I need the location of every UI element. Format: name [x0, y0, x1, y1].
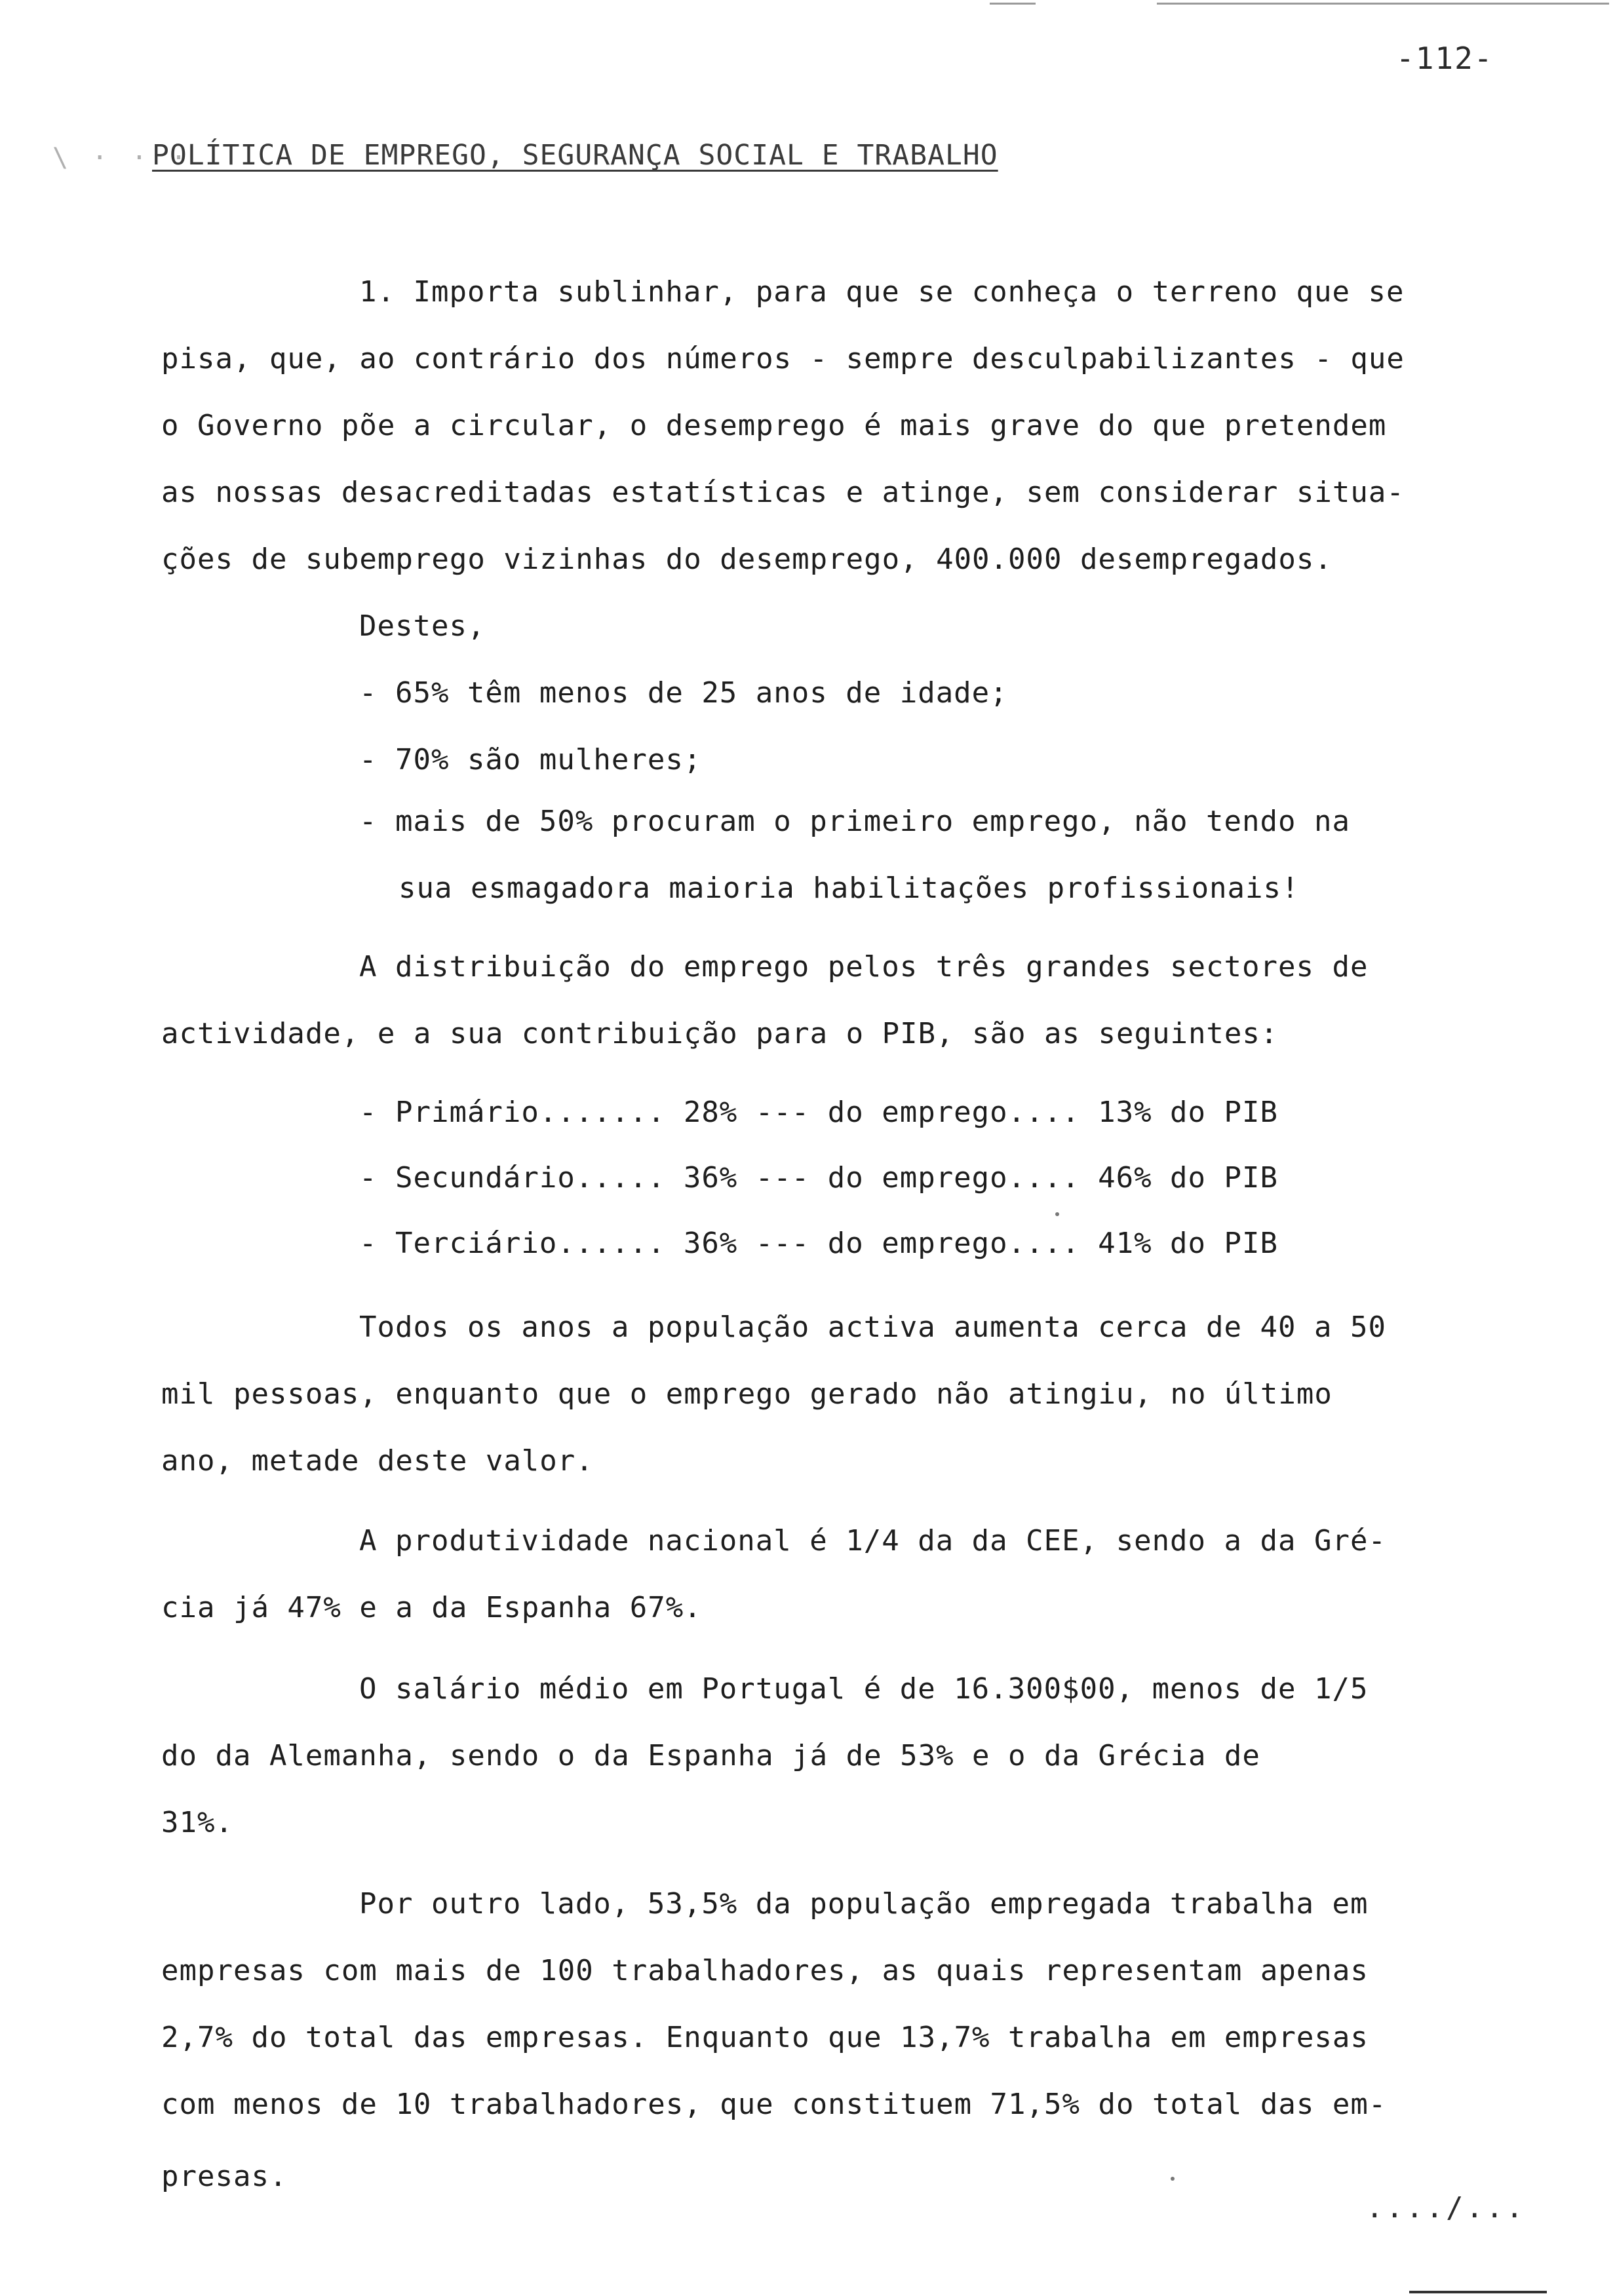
continuation-mark: ..../...: [1366, 2191, 1526, 2225]
paragraph-line: pisa, que, ao contrário dos números - sempre desculpabilizantes - que: [161, 342, 1405, 375]
paragraph-line: O salário médio em Portugal é de 16.300$00, menos de 1/5: [359, 1672, 1369, 1706]
paragraph-line: actividade, e a sua contribuição para o PIB, são as seguintes:: [161, 1017, 1279, 1050]
list-item-continuation: sua esmagadora maioria habilitações profissionais!: [399, 871, 1300, 905]
paragraph-line: Destes,: [359, 609, 486, 643]
sector-row-primario: - Primário....... 28% --- do emprego.... 13% do PIB: [359, 1096, 1279, 1129]
page-number: -112-: [1396, 41, 1494, 76]
scan-speck: [1055, 1212, 1059, 1216]
sector-row-terciario: - Terciário...... 36% --- do emprego.... 41% do PIB: [359, 1227, 1279, 1260]
list-item: - mais de 50% procuram o primeiro emprego, não tendo na: [359, 805, 1350, 838]
section-heading: POLÍTICA DE EMPREGO, SEGURANÇA SOCIAL E TRABALHO: [152, 139, 998, 172]
paragraph-line: 1. Importa sublinhar, para que se conheça o terreno que se: [359, 275, 1405, 309]
paragraph-line: ções de subemprego vizinhas do desemprego, 400.000 desempregados.: [161, 543, 1333, 576]
paragraph-line: A produtividade nacional é 1/4 da da CEE, sendo a da Gré-: [359, 1524, 1386, 1558]
paragraph-line: ano, metade deste valor.: [161, 1444, 594, 1478]
list-item: - 65% têm menos de 25 anos de idade;: [359, 676, 1008, 710]
paragraph-line: Por outro lado, 53,5% da população empregada trabalha em: [359, 1887, 1369, 1921]
paragraph-line: A distribuição do emprego pelos três grandes sectores de: [359, 950, 1369, 984]
sector-row-secundario: - Secundário..... 36% --- do emprego.... 46% do PIB: [359, 1161, 1279, 1195]
list-item: - 70% são mulheres;: [359, 743, 702, 776]
paragraph-line: as nossas desacreditadas estatísticas e atinge, sem considerar situa-: [161, 476, 1405, 509]
scan-edge-line: [990, 3, 1036, 5]
paragraph-line: do da Alemanha, sendo o da Espanha já de 53% e o da Grécia de: [161, 1739, 1260, 1772]
paragraph-line: empresas com mais de 100 trabalhadores, as quais representam apenas: [161, 1954, 1369, 1987]
scan-speck: [1171, 2177, 1175, 2181]
paragraph-line: 2,7% do total das empresas. Enquanto que 13,7% trabalha em empresas: [161, 2021, 1369, 2054]
paragraph-line: 31%.: [161, 1806, 233, 1839]
scan-edge-line: [1409, 2291, 1547, 2293]
paragraph-line: presas.: [161, 2160, 288, 2193]
paragraph-line: cia já 47% e a da Espanha 67%.: [161, 1591, 702, 1624]
paragraph-line: Todos os anos a população activa aumenta cerca de 40 a 50: [359, 1311, 1386, 1344]
paragraph-line: com menos de 10 trabalhadores, que constituem 71,5% do total das em-: [161, 2088, 1387, 2121]
scan-edge-line: [1157, 3, 1609, 5]
paragraph-line: mil pessoas, enquanto que o emprego gerado não atingiu, no último: [161, 1377, 1333, 1411]
paragraph-line: o Governo põe a circular, o desemprego é mais grave do que pretendem: [161, 409, 1387, 442]
heading-margin-mark: \ · · ·: [52, 143, 191, 173]
